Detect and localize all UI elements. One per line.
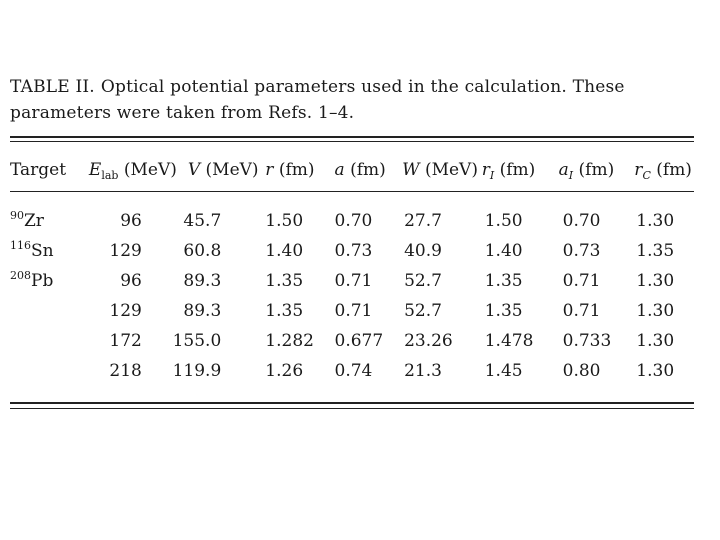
cell-r-c: 1.30	[636, 271, 675, 291]
cell-a: 0.71	[334, 271, 373, 291]
table-row	[10, 236, 694, 266]
cell-r: 1.35	[265, 301, 304, 321]
bottom-rule	[10, 402, 694, 404]
header-r-c: $r_C$ (fm)	[634, 160, 692, 182]
header-r-i: $r_I$ (fm)	[481, 160, 536, 182]
table-header	[10, 150, 694, 190]
cell-w: 40.9	[404, 241, 442, 261]
table-caption	[10, 74, 700, 126]
cell-a-i: 0.71	[562, 301, 601, 321]
cell-a: 0.73	[334, 241, 373, 261]
table-row	[10, 296, 694, 326]
cell-a: 0.74	[334, 361, 373, 381]
cell-a-i: 0.733	[562, 331, 612, 351]
cell-a: 0.677	[334, 331, 384, 351]
top-rule-inner	[10, 141, 694, 142]
cell-target: $^{116}$Sn	[10, 239, 54, 261]
header-target: Target	[10, 160, 67, 180]
table-row	[10, 356, 694, 386]
cell-r-c: 1.30	[636, 301, 675, 321]
cell-e-lab: 96	[120, 271, 142, 291]
top-rule	[10, 136, 694, 138]
cell-r-i: 1.478	[484, 331, 534, 351]
cell-a-i: 0.71	[562, 271, 601, 291]
cell-r: 1.282	[265, 331, 314, 351]
cell-a-i: 0.73	[562, 241, 601, 261]
cell-r-c: 1.35	[636, 241, 675, 261]
cell-v: 89.3	[183, 301, 222, 321]
cell-r-i: 1.35	[484, 271, 523, 291]
cell-r: 1.50	[265, 211, 304, 231]
table-row	[10, 326, 694, 356]
cell-v: 45.7	[183, 211, 222, 231]
header-e-lab: $E_{lab}$ (MeV)	[88, 160, 177, 182]
cell-r-i: 1.35	[484, 301, 523, 321]
cell-a: 0.71	[334, 301, 373, 321]
cell-r-i: 1.50	[484, 211, 523, 231]
cell-a-i: 0.70	[562, 211, 601, 231]
cell-a-i: 0.80	[562, 361, 601, 381]
cell-e-lab: 129	[109, 301, 142, 321]
bottom-rule-inner	[10, 408, 694, 409]
header-a-i: $a_I$ (fm)	[558, 160, 615, 182]
header-a: a (fm)	[334, 160, 386, 180]
header-r: r (fm)	[265, 160, 315, 180]
table-row	[10, 266, 694, 296]
cell-v: 119.9	[172, 361, 222, 381]
cell-target	[10, 326, 89, 356]
table-row	[10, 190, 694, 236]
cell-w: 21.3	[404, 361, 442, 381]
cell-r-c: 1.30	[636, 211, 675, 231]
table-body	[10, 190, 694, 386]
cell-r-c: 1.30	[636, 361, 675, 381]
cell-v: 155.0	[172, 331, 222, 351]
cell-e-lab: 129	[109, 241, 142, 261]
cell-r-i: 1.40	[484, 241, 523, 261]
cell-v: 89.3	[183, 271, 222, 291]
cell-r-i: 1.45	[484, 361, 523, 381]
cell-target	[10, 356, 89, 386]
cell-target	[10, 296, 89, 326]
cell-w: 52.7	[404, 301, 442, 321]
cell-v: 60.8	[183, 241, 222, 261]
cell-r: 1.26	[265, 361, 304, 381]
cell-w: 52.7	[404, 271, 442, 291]
cell-r-c: 1.30	[636, 331, 675, 351]
cell-r: 1.35	[265, 271, 304, 291]
cell-e-lab: 96	[120, 211, 142, 231]
caption-text: Optical potential parameters used in the calculation. These parameters were taken from Refs. 1–4.	[10, 77, 625, 123]
cell-target: $^{208}$Pb	[10, 269, 54, 291]
cell-w: 27.7	[404, 211, 442, 231]
cell-a: 0.70	[334, 211, 373, 231]
header-v: V (MeV)	[187, 160, 259, 180]
cell-e-lab: 172	[109, 331, 142, 351]
table-label: TABLE II.	[10, 77, 95, 97]
parameters-table	[10, 150, 694, 386]
cell-e-lab: 218	[109, 361, 142, 381]
cell-w: 23.26	[404, 331, 453, 351]
cell-r: 1.40	[265, 241, 304, 261]
header-w: W (MeV)	[402, 160, 478, 180]
cell-target: $^{90}$Zr	[10, 209, 44, 231]
